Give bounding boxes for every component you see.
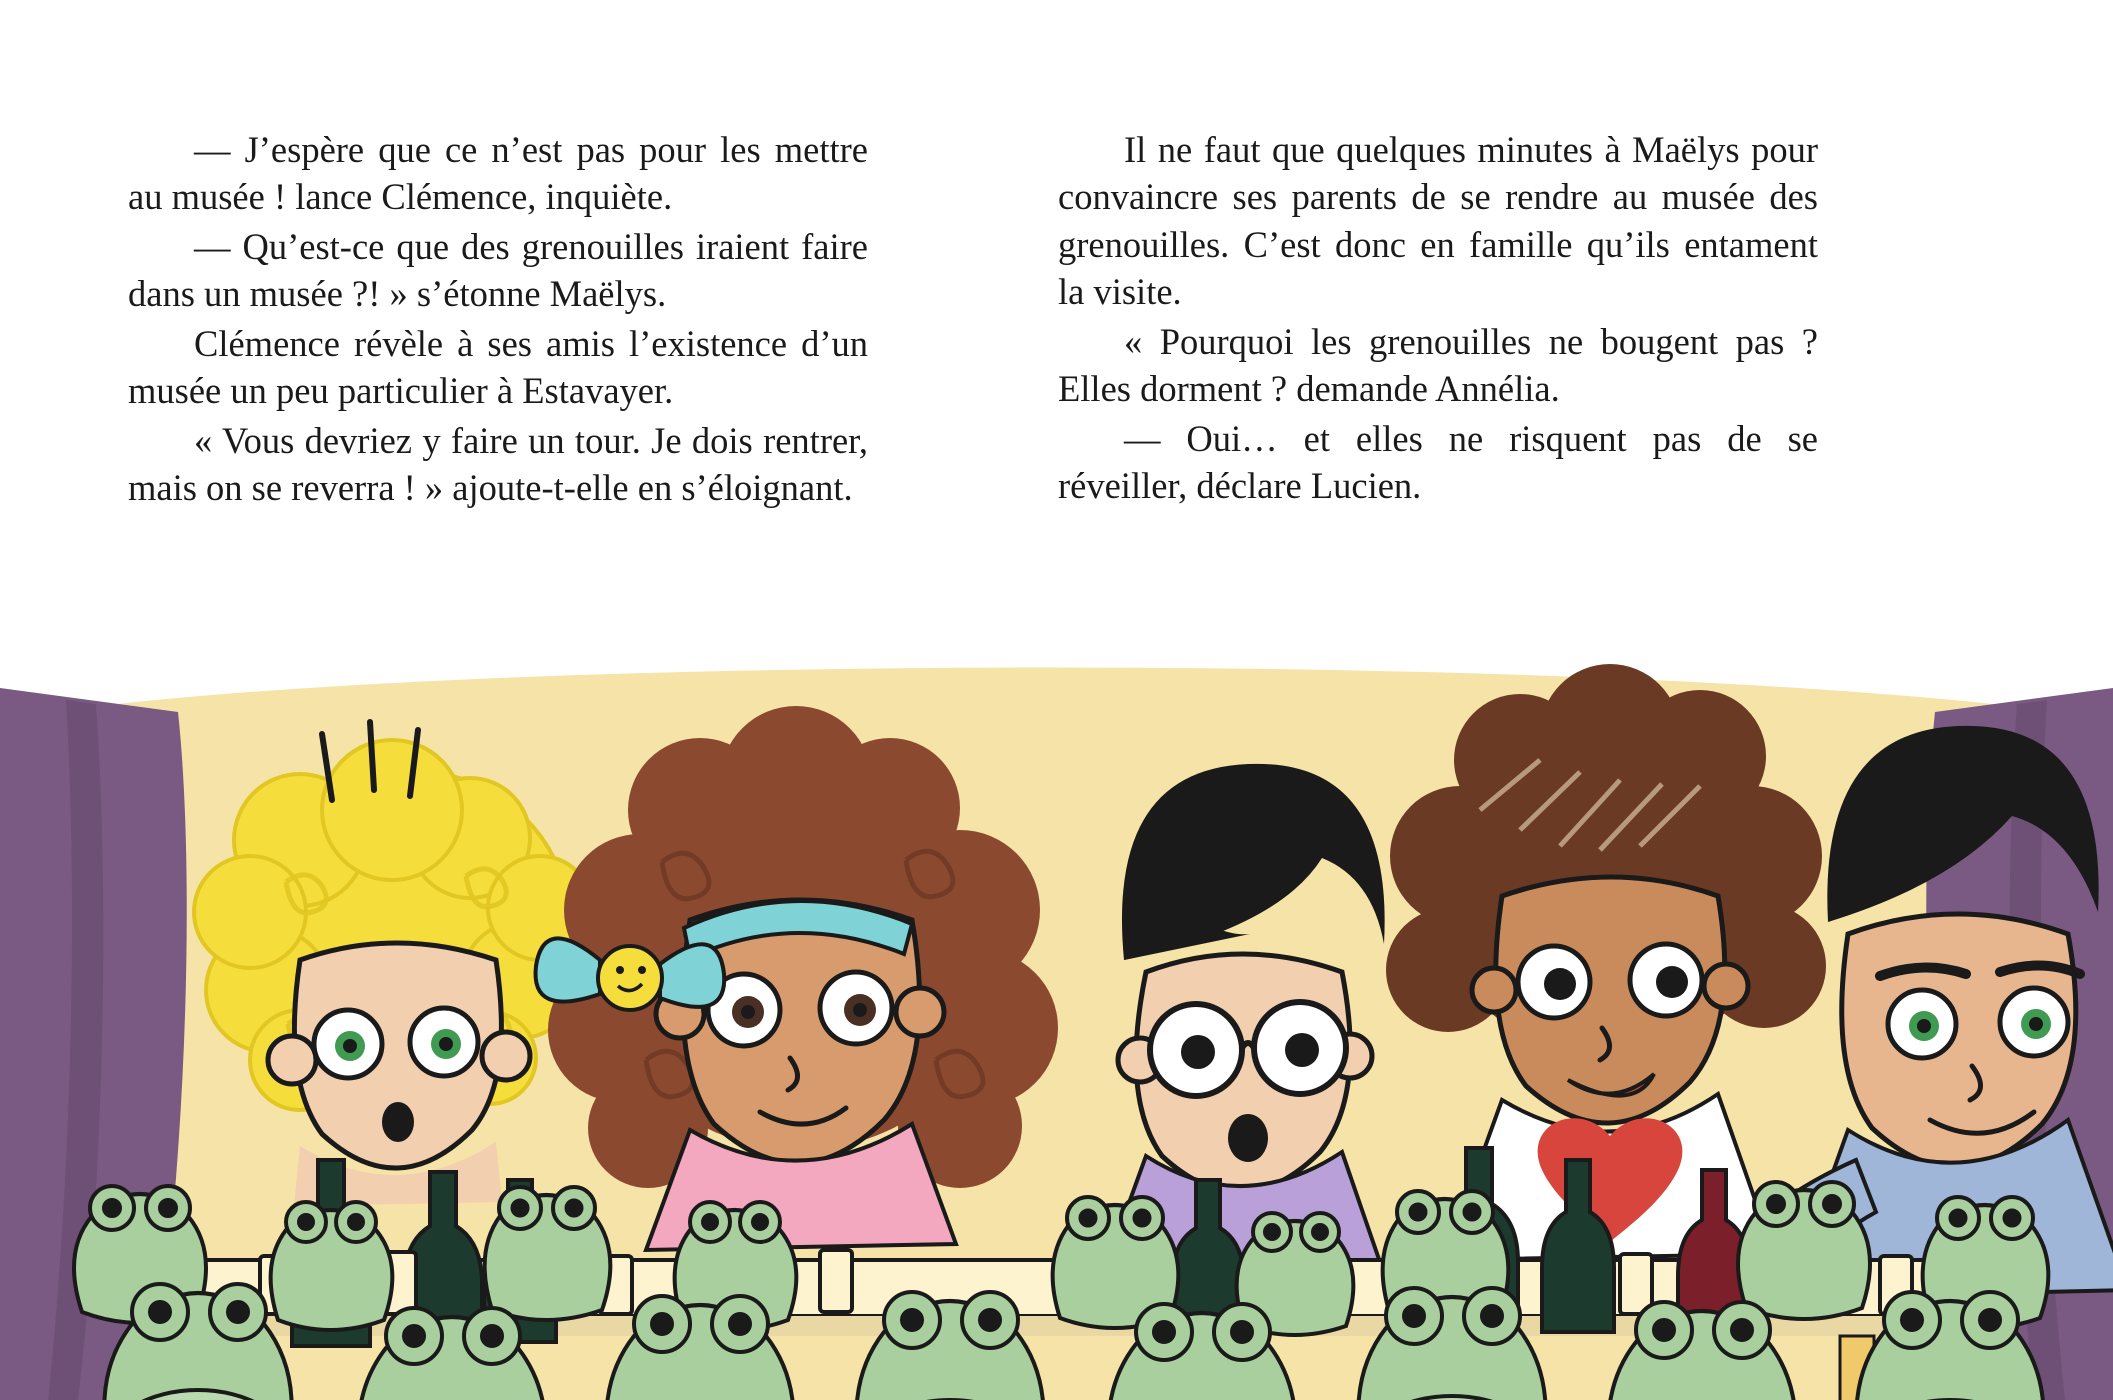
- text-column-left: [128, 126, 928, 672]
- paragraph: — J’espère que ce n’est pas pour les mettre au musée ! lance Clémence, inquiète.: [128, 129, 868, 218]
- paragraph: — Oui… et elles ne risquent pas de se réveiller, déclare Lucien.: [1058, 417, 1818, 507]
- illustration-museum-frogs: [0, 660, 2113, 1400]
- paragraph: — Qu’est-ce que des grenouilles iraient faire dans un musée ?! » s’étonne Maëlys.: [128, 225, 868, 315]
- paragraph: Il ne faut que quelques minutes à Maëlys pour convaincre ses parents de se rendre au musée des grenouilles. C’est donc en famille qu’ils entament la visite.: [1058, 129, 1818, 313]
- paragraph: « Pourquoi les grenouilles ne bougent pas ? Elles dorment ? demande Annélia.: [1058, 320, 1818, 410]
- hair-bow: [536, 938, 725, 1010]
- text-area: [0, 0, 2113, 672]
- paragraph: « Vous devriez y faire un tour. Je dois rentrer, mais on se reverra ! » ajoute-t-elle en s’éloignant.: [128, 419, 868, 509]
- paragraph: Clémence révèle à ses amis l’existence d’un musée un peu particulier à Estavayer.: [128, 322, 868, 412]
- text-column-right: [1058, 126, 1858, 672]
